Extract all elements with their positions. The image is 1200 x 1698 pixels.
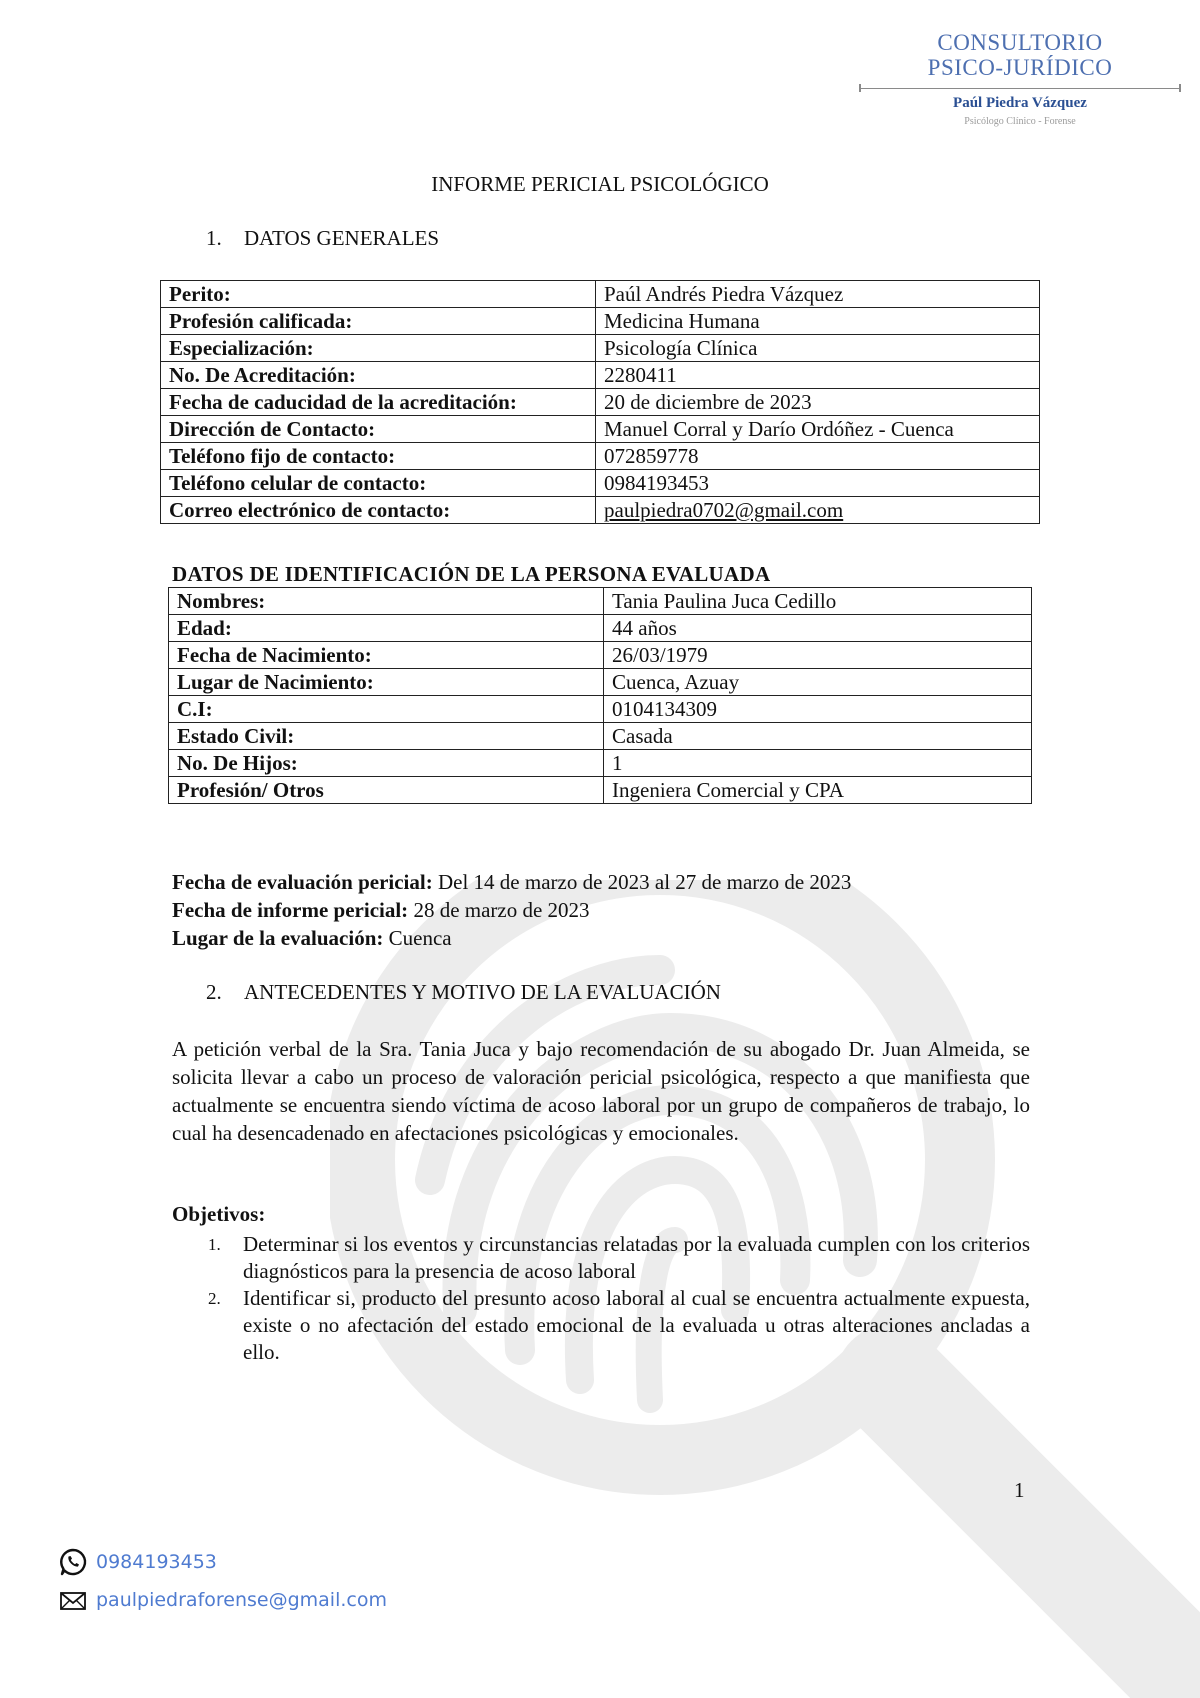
logo-tagline: Psicólogo Clínico - Forense [964,116,1076,127]
field-label: Fecha de evaluación pericial: [172,870,433,894]
section-2-title: ANTECEDENTES Y MOTIVO DE LA EVALUACIÓN [244,980,721,1004]
field-value: 28 de marzo de 2023 [413,898,590,922]
section-1-title: DATOS GENERALES [244,226,440,250]
document-title: INFORME PERICIAL PSICOLÓGICO [431,172,769,196]
table-key: Fecha de caducidad de la acreditación: [161,389,596,416]
table-value: Tania Paulina Juca Cedillo [604,588,1032,615]
table-value: Paúl Andrés Piedra Vázquez [596,281,1040,308]
list-item [200,1285,1030,1366]
table-row [169,723,1032,750]
table-key: No. De Hijos: [169,750,604,777]
table-row [169,777,1032,804]
table-key: Especialización: [161,335,596,362]
table-key: Dirección de Contacto: [161,416,596,443]
envelope-icon [58,1585,88,1615]
logo-line-psico-juridico: PSICO-JURÍDICO [927,55,1113,80]
evaluation-fields [172,868,851,952]
table-row [161,281,1040,308]
footer-email [58,1585,387,1615]
footer-phone-text[interactable]: 0984193453 [96,1551,217,1573]
table-value: 1 [604,750,1032,777]
table-row [161,443,1040,470]
report-date [172,896,851,924]
table-value: Casada [604,723,1032,750]
table-row [161,389,1040,416]
table-value: Cuenca, Azuay [604,669,1032,696]
section-1-heading [206,226,439,251]
whatsapp-icon [58,1547,88,1577]
evaluated-person-table [168,587,1032,804]
section-2-heading [206,980,721,1005]
table-value: Manuel Corral y Darío Ordóñez - Cuenca [596,416,1040,443]
table-key: Lugar de Nacimiento: [169,669,604,696]
evaluation-date [172,868,851,896]
section-2-paragraph: A petición verbal de la Sra. Tania Juca y bajo recomendación de su abogado Dr. Juan Almeida, se solicita llevar a cabo un proceso de valoración pericial psicológica, respecto a que manifiesta que actualmente se encuentra siendo víctima de acoso laboral por un grupo de compañeros de trabajo, lo cual ha desencadenado en afectaciones psicológicas y emocionales. [172,1037,1030,1145]
table-row [161,308,1040,335]
table-row [161,416,1040,443]
table-row [169,669,1032,696]
table-row [161,470,1040,497]
table-value: 2280411 [596,362,1040,389]
table-key: No. De Acreditación: [161,362,596,389]
table-key: Edad: [169,615,604,642]
table-row [161,335,1040,362]
table-value: 0104134309 [604,696,1032,723]
table-key: Nombres: [169,588,604,615]
section-2-number: 2. [206,980,222,1004]
list-text: Identificar si, producto del presunto acoso laboral al cual se encuentra actualmente expuesta, existe o no afectación del estado emocional de la evaluada u otras alteraciones ancladas a ello. [243,1286,1030,1364]
table-value: Psicología Clínica [596,335,1040,362]
section-1-number: 1. [206,226,222,250]
table-value: 072859778 [596,443,1040,470]
field-value: Cuenca [388,926,452,950]
list-number: 1. [208,1235,221,1254]
list-number: 2. [208,1289,221,1308]
table-value: 26/03/1979 [604,642,1032,669]
table-value: Ingeniera Comercial y CPA [604,777,1032,804]
table-value: Medicina Humana [596,308,1040,335]
table-key: Correo electrónico de contacto: [161,497,596,524]
table-row [169,750,1032,777]
table-key: Fecha de Nacimiento: [169,642,604,669]
table-key: C.I: [169,696,604,723]
contact-email-link[interactable]: paulpiedra0702@gmail.com [604,498,844,522]
table-row [169,588,1032,615]
table-value [596,497,1040,524]
objectives-list [200,1231,1030,1366]
field-label: Fecha de informe pericial: [172,898,409,922]
table-row [161,362,1040,389]
consultorio-logo [850,30,1190,129]
table-key: Teléfono fijo de contacto: [161,443,596,470]
table-row [169,642,1032,669]
objectives-title: Objetivos: [172,1202,266,1226]
evaluated-person-title: DATOS DE IDENTIFICACIÓN DE LA PERSONA EVALUADA [172,562,771,586]
footer-email-text[interactable]: paulpiedraforense@gmail.com [96,1589,387,1611]
footer-phone [58,1547,217,1577]
table-value: 0984193453 [596,470,1040,497]
logo-line-consultorio: CONSULTORIO [937,30,1103,55]
table-key: Profesión/ Otros [169,777,604,804]
table-key: Profesión calificada: [161,308,596,335]
list-item [200,1231,1030,1285]
list-text: Determinar si los eventos y circunstancias relatadas por la evaluada cumplen con los criterios diagnósticos para la presencia de acoso laboral [243,1232,1030,1283]
table-value: 44 años [604,615,1032,642]
table-value: 20 de diciembre de 2023 [596,389,1040,416]
evaluation-place [172,924,851,952]
table-row [169,696,1032,723]
logo-name: Paúl Piedra Vázquez [953,95,1087,111]
table-row [161,497,1040,524]
table-key: Estado Civil: [169,723,604,750]
table-key: Perito: [161,281,596,308]
page-number: 1 [1014,1478,1025,1502]
field-label: Lugar de la evaluación: [172,926,384,950]
perito-table [160,280,1040,524]
table-key: Teléfono celular de contacto: [161,470,596,497]
table-row [169,615,1032,642]
field-value: Del 14 de marzo de 2023 al 27 de marzo de 2023 [437,870,852,894]
logo-divider [855,84,1185,92]
